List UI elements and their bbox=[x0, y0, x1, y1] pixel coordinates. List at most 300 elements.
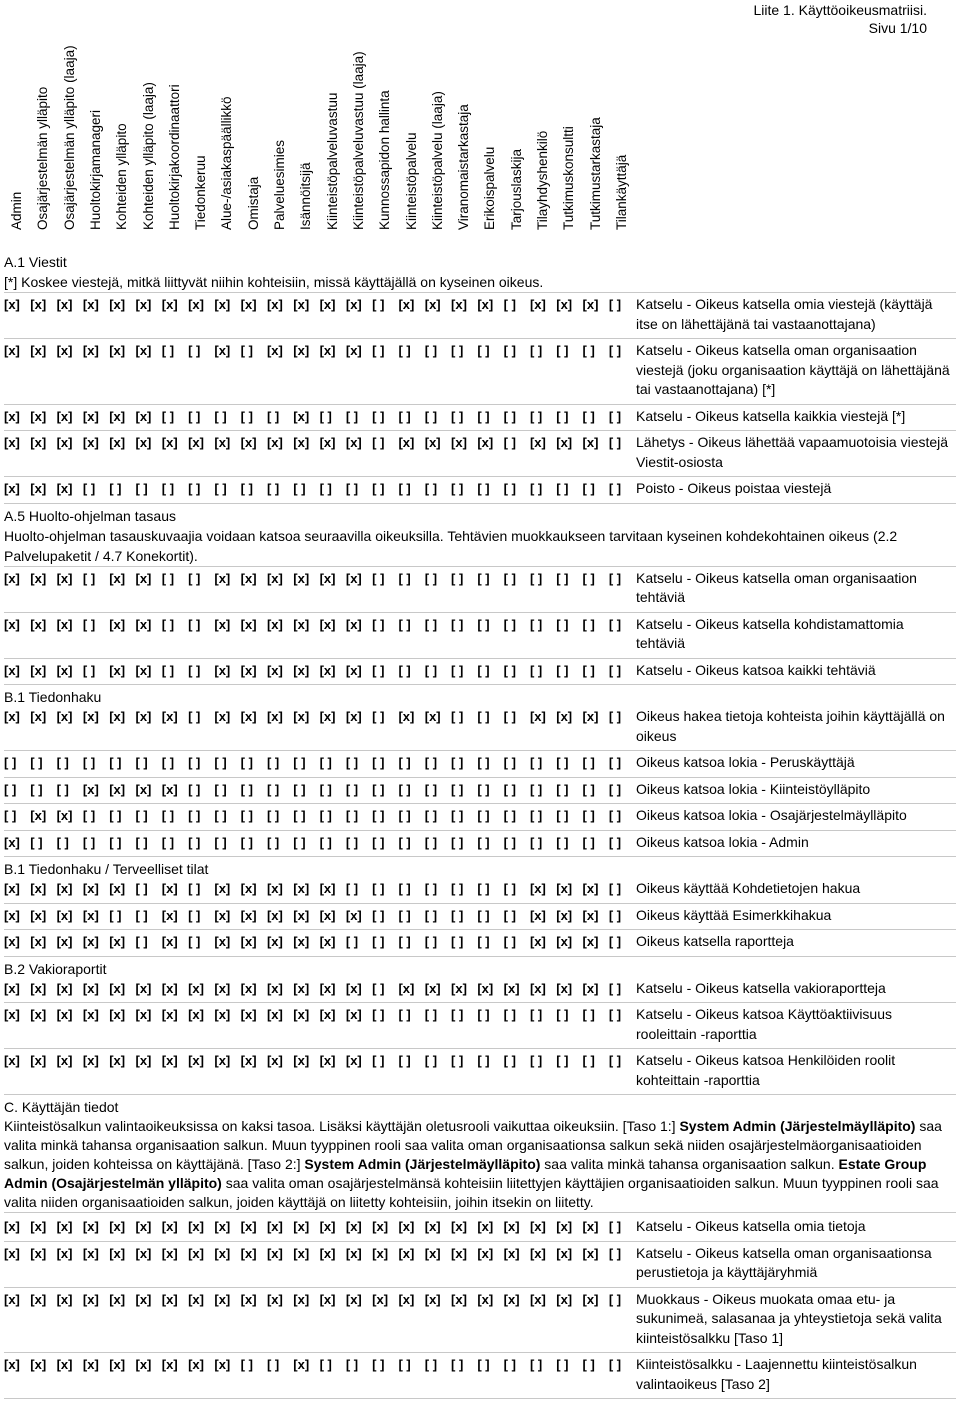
permission-cell: [x] bbox=[266, 934, 283, 949]
permission-cell: [ ] bbox=[477, 834, 490, 850]
permission-cell: [x] bbox=[529, 1291, 546, 1307]
permission-cell: [ ] bbox=[451, 755, 464, 770]
permission-cell: [x] bbox=[240, 1007, 257, 1022]
permission-cell: [x] bbox=[451, 297, 467, 312]
permission-cells bbox=[4, 806, 636, 825]
permission-cell: [ ] bbox=[582, 662, 595, 678]
permission-cell: [ ] bbox=[424, 343, 438, 358]
permission-cell: [ ] bbox=[608, 435, 622, 450]
permission-cells bbox=[4, 879, 636, 898]
permission-cell: [x] bbox=[556, 934, 573, 949]
matrix-row bbox=[4, 341, 956, 405]
permission-cell: [ ] bbox=[161, 808, 175, 823]
permission-cell: [x] bbox=[345, 570, 362, 586]
permission-cell: [ ] bbox=[240, 1357, 253, 1372]
permission-cell: [ ] bbox=[398, 881, 411, 896]
permission-cell: [ ] bbox=[319, 834, 332, 850]
role-label: Tutkimustarkastaja bbox=[587, 117, 603, 230]
permission-cell: [ ] bbox=[82, 481, 96, 496]
permission-cells bbox=[4, 1051, 636, 1070]
permission-cell: [x] bbox=[424, 297, 441, 312]
permission-cell: [x] bbox=[214, 297, 231, 312]
permission-cell: [x] bbox=[398, 709, 415, 724]
permission-cell: [ ] bbox=[503, 709, 516, 724]
permission-cell: [ ] bbox=[161, 616, 175, 632]
matrix-row bbox=[4, 295, 956, 339]
permission-cell: [x] bbox=[477, 435, 494, 450]
permission-cell: [x] bbox=[529, 1219, 546, 1234]
role-label: Kiinteistöpalvelu (laaja) bbox=[429, 91, 445, 230]
permission-cell: [ ] bbox=[240, 808, 253, 823]
permission-cell: [ ] bbox=[398, 1053, 411, 1068]
permission-cell: [x] bbox=[582, 907, 599, 923]
permission-cell: [x] bbox=[56, 343, 73, 358]
role-header bbox=[609, 0, 635, 252]
permission-cell: [ ] bbox=[293, 834, 306, 850]
permission-cell: [ ] bbox=[477, 1053, 490, 1068]
permission-cell: [x] bbox=[319, 662, 336, 678]
permission-cell: [x] bbox=[214, 1245, 231, 1261]
matrix-row bbox=[4, 879, 956, 904]
permission-cell: [ ] bbox=[372, 709, 385, 724]
permission-description: Katselu - Oikeus katsella oman organisaation tehtäviä bbox=[636, 569, 917, 605]
permission-cell: [ ] bbox=[398, 1357, 411, 1372]
permission-cell: [x] bbox=[82, 781, 99, 797]
role-label: Kiinteistöpalveluvastuu bbox=[324, 92, 340, 230]
permission-cell: [x] bbox=[188, 435, 204, 450]
permission-cell: [x] bbox=[424, 1219, 441, 1234]
permission-cell: [x] bbox=[582, 435, 599, 450]
permission-cell: [ ] bbox=[582, 808, 595, 823]
matrix-row bbox=[4, 906, 956, 931]
permission-cell: [ ] bbox=[608, 808, 622, 823]
permission-cell: [x] bbox=[319, 1007, 336, 1022]
permission-cell: [ ] bbox=[372, 834, 385, 850]
permission-cell: [x] bbox=[293, 1357, 310, 1372]
permission-description: Oikeus katsoa lokia - Kiinteistöylläpito bbox=[636, 780, 871, 797]
permission-cell: [ ] bbox=[188, 662, 201, 678]
permission-cell: [x] bbox=[214, 435, 231, 450]
permission-cell: [x] bbox=[135, 1007, 152, 1022]
permission-cell: [x] bbox=[56, 1053, 73, 1068]
permission-cell: [ ] bbox=[477, 662, 490, 678]
permission-cell: [ ] bbox=[240, 834, 253, 850]
permission-cell: [x] bbox=[477, 980, 494, 996]
matrix-row bbox=[4, 615, 956, 659]
permission-cell: [ ] bbox=[188, 616, 201, 632]
permission-cell: [ ] bbox=[240, 781, 253, 797]
role-label: Isännöitsijä bbox=[298, 162, 314, 230]
permission-cell: [ ] bbox=[319, 1357, 332, 1372]
permission-cell: [x] bbox=[398, 1219, 415, 1234]
permission-cell: [x] bbox=[240, 616, 257, 632]
permission-cell: [ ] bbox=[372, 755, 385, 770]
permission-cell: [x] bbox=[4, 980, 20, 996]
permission-cell: [ ] bbox=[161, 755, 175, 770]
permission-cell: [x] bbox=[451, 1245, 467, 1261]
permission-cell: [x] bbox=[582, 1291, 599, 1307]
permission-description: Oikeus katsoa lokia - Peruskäyttäjä bbox=[636, 754, 855, 770]
permission-cell: [ ] bbox=[529, 570, 543, 586]
permission-cells bbox=[4, 433, 636, 452]
matrix-row bbox=[4, 979, 956, 1004]
permission-cell: [ ] bbox=[529, 834, 543, 850]
permission-cell: [x] bbox=[266, 616, 283, 632]
permission-cell: [x] bbox=[240, 1219, 257, 1234]
permission-description: Katselu - Oikeus katsella kaikkia viestejä [*] bbox=[636, 407, 906, 424]
permission-cell: [ ] bbox=[240, 481, 253, 496]
permission-cells bbox=[4, 661, 636, 680]
permission-cell: [ ] bbox=[451, 1357, 464, 1372]
matrix-row bbox=[4, 932, 956, 957]
permission-cell: [x] bbox=[135, 616, 152, 632]
permission-cell: [x] bbox=[424, 1245, 441, 1261]
role-label: Erikoispalvelu bbox=[482, 146, 498, 230]
permission-cell: [ ] bbox=[477, 907, 490, 923]
permission-cell: [x] bbox=[4, 297, 20, 312]
permission-cell: [x] bbox=[319, 616, 336, 632]
permission-cell: [ ] bbox=[503, 834, 516, 850]
permission-cell: [ ] bbox=[82, 808, 96, 823]
permission-cell: [x] bbox=[161, 1219, 178, 1234]
permission-cell: [ ] bbox=[398, 834, 411, 850]
permission-cell: [ ] bbox=[477, 781, 490, 797]
permission-cell: [x] bbox=[30, 907, 47, 923]
permission-cell: [x] bbox=[4, 435, 20, 450]
permission-cell: [x] bbox=[56, 1291, 73, 1307]
permission-cell: [ ] bbox=[345, 808, 359, 823]
permission-cell: [x] bbox=[240, 881, 257, 896]
permission-cell: [x] bbox=[135, 980, 152, 996]
permission-cell: [ ] bbox=[556, 834, 569, 850]
permission-cell: [ ] bbox=[529, 755, 543, 770]
permission-cell: [ ] bbox=[451, 709, 464, 724]
role-header bbox=[162, 0, 188, 252]
permission-cell: [ ] bbox=[582, 570, 595, 586]
permission-cell: [ ] bbox=[345, 834, 359, 850]
permission-cell: [ ] bbox=[266, 1357, 280, 1372]
permission-cell: [x] bbox=[188, 1357, 204, 1372]
permission-cell: [ ] bbox=[582, 1053, 595, 1068]
permission-cell: [ ] bbox=[161, 481, 175, 496]
permission-cell: [x] bbox=[345, 1291, 362, 1307]
permission-cell: [ ] bbox=[608, 1219, 622, 1234]
permission-cell: [x] bbox=[503, 1245, 520, 1261]
permission-cell: [ ] bbox=[266, 755, 280, 770]
permission-cell: [ ] bbox=[451, 481, 464, 496]
permission-cell: [ ] bbox=[398, 1007, 411, 1022]
permission-cell: [ ] bbox=[372, 570, 385, 586]
permission-cell: [x] bbox=[582, 881, 599, 896]
permission-cell: [x] bbox=[240, 570, 257, 586]
matrix-row bbox=[4, 1051, 956, 1095]
role-header bbox=[267, 0, 293, 252]
permission-cell: [ ] bbox=[188, 755, 201, 770]
permission-cell: [ ] bbox=[424, 1357, 438, 1372]
permission-cell: [x] bbox=[135, 343, 152, 358]
permission-cell: [ ] bbox=[582, 755, 595, 770]
permission-cell: [ ] bbox=[503, 1357, 516, 1372]
permission-cell: [ ] bbox=[582, 481, 595, 496]
permission-cell: [ ] bbox=[451, 834, 464, 850]
permission-cell: [x] bbox=[424, 980, 441, 996]
permission-cell: [ ] bbox=[608, 1245, 622, 1261]
permission-cell: [x] bbox=[372, 1291, 389, 1307]
permission-description: Kiinteistösalkku - Laajennettu kiinteistösalkun valintaoikeus [Taso 2] bbox=[636, 1356, 917, 1392]
permission-cell: [ ] bbox=[556, 343, 569, 358]
permission-cell: [ ] bbox=[529, 1007, 543, 1022]
permission-cell: [ ] bbox=[424, 934, 438, 949]
permission-cell: [x] bbox=[161, 1007, 178, 1022]
permission-cell: [ ] bbox=[424, 481, 438, 496]
permission-cell: [x] bbox=[240, 709, 257, 724]
role-label: Tarjouslaskija bbox=[508, 148, 524, 230]
permission-cell: [x] bbox=[529, 1245, 546, 1261]
permission-cell: [x] bbox=[56, 1245, 73, 1261]
permission-cell: [x] bbox=[135, 781, 152, 797]
permission-cell: [x] bbox=[161, 980, 178, 996]
permission-cell: [ ] bbox=[345, 881, 359, 896]
permission-cell: [x] bbox=[398, 1291, 415, 1307]
permission-cell: [ ] bbox=[608, 1357, 622, 1372]
permission-cell: [ ] bbox=[214, 781, 227, 797]
permission-cell: [x] bbox=[345, 435, 362, 450]
permission-cell: [x] bbox=[214, 662, 231, 678]
permission-cell: [x] bbox=[582, 297, 599, 312]
permission-cell: [x] bbox=[188, 297, 204, 312]
permission-cell: [ ] bbox=[451, 616, 464, 632]
permission-cell: [ ] bbox=[477, 934, 490, 949]
permission-cell: [ ] bbox=[529, 616, 543, 632]
role-header bbox=[372, 0, 398, 252]
permission-cell: [x] bbox=[135, 1219, 152, 1234]
permission-cell: [ ] bbox=[135, 808, 148, 823]
permission-cell: [x] bbox=[293, 1053, 310, 1068]
permission-cell: [ ] bbox=[372, 1007, 385, 1022]
role-header bbox=[241, 0, 267, 252]
role-header bbox=[320, 0, 346, 252]
permission-cell: [x] bbox=[109, 1219, 126, 1234]
permission-cell: [ ] bbox=[503, 662, 516, 678]
permission-cell: [ ] bbox=[109, 808, 122, 823]
permission-cell: [x] bbox=[214, 1357, 231, 1372]
role-header bbox=[83, 0, 109, 252]
permission-cell: [x] bbox=[293, 297, 310, 312]
permission-cell: [ ] bbox=[556, 570, 569, 586]
permission-cell: [x] bbox=[556, 881, 573, 896]
permission-cell: [ ] bbox=[503, 570, 516, 586]
permission-cell: [x] bbox=[82, 1053, 99, 1068]
permission-cell: [x] bbox=[451, 435, 467, 450]
role-header bbox=[477, 0, 503, 252]
section-paragraph bbox=[4, 1117, 956, 1213]
permission-cell: [x] bbox=[4, 934, 20, 949]
permission-cell: [x] bbox=[319, 1291, 336, 1307]
permission-cell: [ ] bbox=[372, 297, 385, 312]
permission-cell: [ ] bbox=[135, 834, 148, 850]
permission-cell: [x] bbox=[293, 1245, 310, 1261]
permission-cell: [ ] bbox=[319, 808, 332, 823]
paragraph-text: saa valita oman osajärjestelmänsä kohteisiin liitettyjen käyttäjien organisaatioiden salkun. Muun tyyppinen rooli saa valita niiden organisaatioiden salkun, joiden käyttäjä on liitetty kohteisiin, joihin itsekin on liitetty. bbox=[4, 1175, 939, 1210]
permission-cell: [ ] bbox=[161, 662, 175, 678]
permission-cell: [ ] bbox=[82, 662, 96, 678]
permission-cell: [x] bbox=[161, 435, 178, 450]
paragraph-text: saa valita minkä tahansa organisaation salkun. bbox=[540, 1156, 839, 1172]
permission-cell: [x] bbox=[293, 616, 310, 632]
permission-cell: [ ] bbox=[424, 808, 438, 823]
permission-cell: [x] bbox=[4, 1219, 20, 1234]
permission-cell: [ ] bbox=[503, 1007, 516, 1022]
permission-cell: [x] bbox=[293, 343, 310, 358]
permission-cell: [ ] bbox=[608, 343, 622, 358]
permission-cells bbox=[4, 1290, 636, 1309]
permission-cell: [ ] bbox=[109, 755, 122, 770]
permission-cell: [x] bbox=[161, 934, 178, 949]
permission-cell: [x] bbox=[293, 435, 310, 450]
permission-cell: [x] bbox=[4, 1245, 20, 1261]
permission-cell: [x] bbox=[4, 1053, 20, 1068]
permission-cell: [x] bbox=[582, 709, 599, 724]
permission-cell: [ ] bbox=[372, 907, 385, 923]
permission-cells bbox=[4, 1355, 636, 1374]
permission-cell: [ ] bbox=[503, 881, 516, 896]
permission-cell: [ ] bbox=[398, 781, 411, 797]
permission-cell: [x] bbox=[266, 570, 283, 586]
permission-cell: [ ] bbox=[293, 808, 306, 823]
permission-cell: [x] bbox=[345, 980, 362, 996]
permission-cell: [ ] bbox=[608, 570, 622, 586]
permission-cell: [x] bbox=[477, 1245, 494, 1261]
permission-cell: [ ] bbox=[398, 934, 411, 949]
permission-cell: [x] bbox=[345, 662, 362, 678]
permission-cells bbox=[4, 295, 636, 314]
permission-cell: [ ] bbox=[503, 297, 516, 312]
permission-cell: [x] bbox=[30, 709, 47, 724]
matrix-row bbox=[4, 1290, 956, 1354]
permission-cell: [x] bbox=[345, 1007, 362, 1022]
role-label: Tutkimuskonsultti bbox=[561, 126, 577, 230]
permission-cell: [x] bbox=[293, 1007, 310, 1022]
section-note: Huolto-ohjelman tasauskuvaajia voidaan katsoa seuraavilla oikeuksilla. Tehtävien muokkaukseen tarvitaan kyseinen kohdekohtainen oikeus (2.2 Palvelupaketit / 4.7 Konekortit). bbox=[4, 526, 956, 567]
permission-cell: [ ] bbox=[608, 755, 622, 770]
permission-cell: [x] bbox=[556, 297, 573, 312]
permission-cell: [x] bbox=[529, 907, 546, 923]
permission-cell: [x] bbox=[135, 662, 152, 678]
permission-cell: [x] bbox=[82, 709, 99, 724]
permission-cell: [x] bbox=[109, 662, 126, 678]
permission-cell: [ ] bbox=[398, 343, 411, 358]
permission-cell: [x] bbox=[188, 1053, 204, 1068]
permission-cell: [x] bbox=[30, 616, 47, 632]
permission-cell: [x] bbox=[345, 907, 362, 923]
permission-cell: [ ] bbox=[451, 1053, 464, 1068]
permission-cell: [x] bbox=[319, 881, 336, 896]
permission-cell: [x] bbox=[398, 980, 415, 996]
permission-cell: [ ] bbox=[503, 808, 516, 823]
permission-cell: [x] bbox=[240, 1053, 257, 1068]
permission-cell: [ ] bbox=[398, 616, 411, 632]
permission-cell: [x] bbox=[30, 881, 47, 896]
permission-cell: [ ] bbox=[214, 808, 227, 823]
permission-cell: [x] bbox=[135, 709, 152, 724]
permission-cell: [ ] bbox=[135, 755, 148, 770]
permission-cell: [ ] bbox=[556, 481, 569, 496]
permission-cell: [ ] bbox=[266, 481, 280, 496]
permission-cell: [x] bbox=[135, 1245, 152, 1261]
permission-cell: [ ] bbox=[82, 616, 96, 632]
permission-cell: [ ] bbox=[424, 907, 438, 923]
permission-cell: [x] bbox=[56, 662, 73, 678]
permission-cell: [ ] bbox=[503, 408, 516, 424]
permission-cell: [x] bbox=[4, 343, 20, 358]
permission-cell: [x] bbox=[135, 1357, 152, 1372]
permission-cell: [x] bbox=[109, 1053, 126, 1068]
permission-description: Oikeus katsoa lokia - Osajärjestelmäylläpito bbox=[636, 807, 907, 823]
role-header bbox=[504, 0, 530, 252]
permission-cell: [x] bbox=[30, 435, 47, 450]
permission-cell: [ ] bbox=[188, 408, 201, 424]
permission-cell: [x] bbox=[477, 1219, 494, 1234]
permission-cell: [ ] bbox=[582, 343, 595, 358]
permission-cell: [ ] bbox=[30, 834, 43, 850]
permission-cell: [ ] bbox=[214, 408, 227, 424]
permission-cell: [x] bbox=[4, 1357, 20, 1372]
permission-cells bbox=[4, 932, 636, 951]
section-note: [*] Koskee viestejä, mitkä liittyvät niihin kohteisiin, missä käyttäjällä on kyseinen oikeus. bbox=[4, 272, 956, 293]
permission-cell: [x] bbox=[188, 1291, 204, 1307]
permission-cell: [x] bbox=[4, 709, 20, 724]
role-label: Kohteiden ylläpito bbox=[114, 123, 130, 230]
permission-cell: [x] bbox=[4, 907, 20, 923]
permission-cell: [ ] bbox=[477, 570, 490, 586]
permission-cell: [ ] bbox=[398, 481, 411, 496]
permission-cell: [x] bbox=[345, 343, 362, 358]
permission-cell: [ ] bbox=[582, 781, 595, 797]
permission-cell: [x] bbox=[293, 881, 310, 896]
permission-cell: [x] bbox=[56, 1007, 73, 1022]
permission-cell: [ ] bbox=[608, 297, 622, 312]
permission-cell: [x] bbox=[30, 1007, 47, 1022]
permission-cell: [ ] bbox=[398, 808, 411, 823]
permission-cell: [x] bbox=[56, 881, 73, 896]
permission-cell: [x] bbox=[503, 1219, 520, 1234]
permission-cell: [ ] bbox=[82, 834, 96, 850]
permission-cell: [ ] bbox=[451, 343, 464, 358]
permission-cell: [ ] bbox=[424, 570, 438, 586]
permission-cell: [x] bbox=[240, 934, 257, 949]
permission-cell: [ ] bbox=[477, 881, 490, 896]
permission-cell: [x] bbox=[109, 709, 126, 724]
permission-cell: [x] bbox=[293, 570, 310, 586]
permission-cell: [x] bbox=[56, 1357, 73, 1372]
permission-cell: [ ] bbox=[214, 481, 227, 496]
role-label: Huoltokirjamanageri bbox=[87, 109, 103, 230]
permission-cell: [x] bbox=[135, 1053, 152, 1068]
permission-cells bbox=[4, 1244, 636, 1263]
role-header bbox=[30, 0, 56, 252]
permission-cell: [x] bbox=[319, 1245, 336, 1261]
permission-cell: [ ] bbox=[372, 980, 385, 996]
permission-cell: [x] bbox=[372, 1245, 389, 1261]
permission-cell: [ ] bbox=[608, 1007, 622, 1022]
permission-cell: [x] bbox=[161, 881, 178, 896]
role-header bbox=[136, 0, 162, 252]
permission-cell: [x] bbox=[161, 1245, 178, 1261]
matrix-row bbox=[4, 407, 956, 432]
role-label: Osajärjestelmän ylläpito bbox=[35, 86, 51, 230]
permission-cell: [ ] bbox=[451, 907, 464, 923]
permission-cell: [ ] bbox=[582, 616, 595, 632]
